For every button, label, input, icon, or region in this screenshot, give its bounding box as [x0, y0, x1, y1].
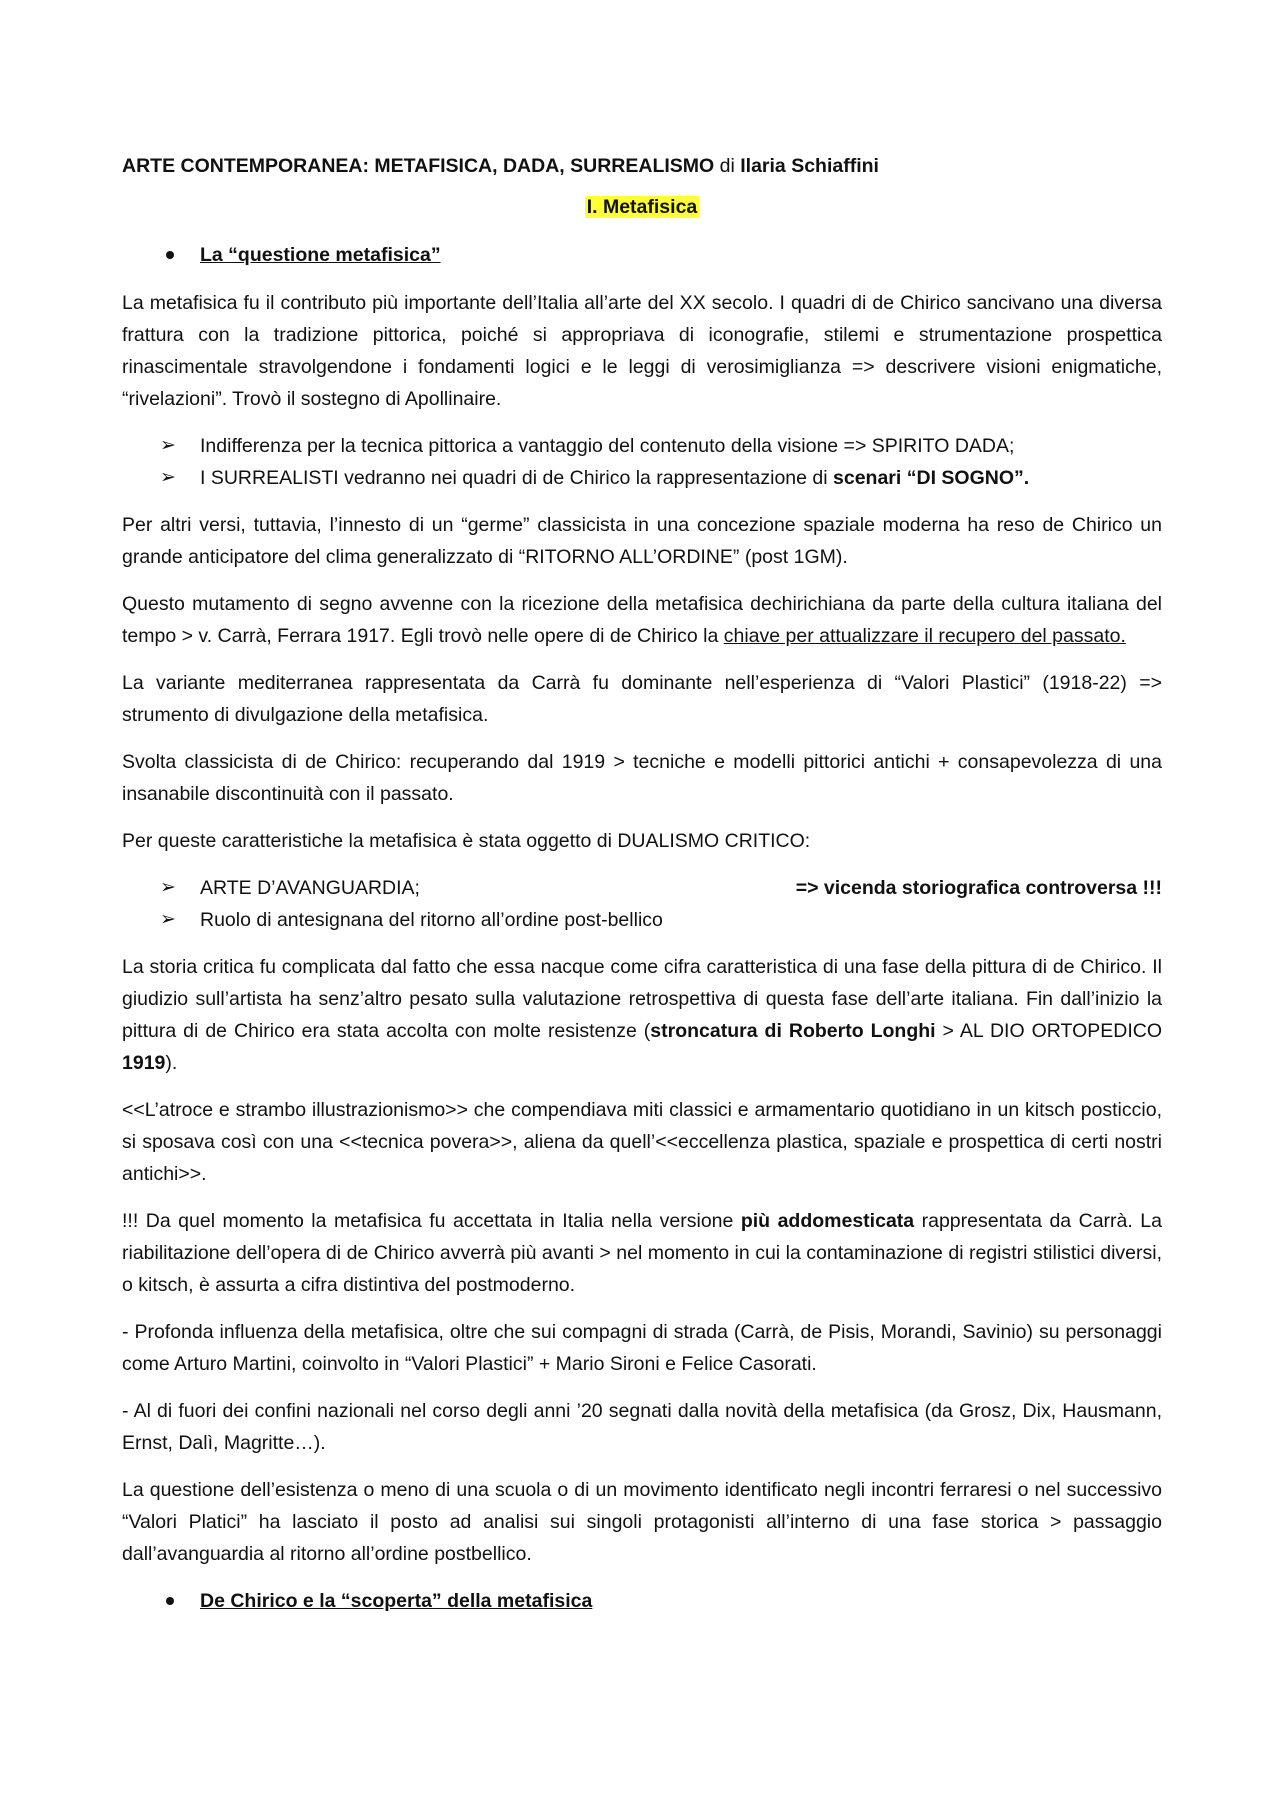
arrow-item-emphasis: scenari “DI SOGNO”. [833, 467, 1030, 489]
paragraph-1: La metafisica fu il contributo più importante dell’Italia all’arte del XX secolo. I quadri di de Chirico sancivano una diversa frattura con la tradizione pittorica, poiché si appropriava di iconografie, stilemi e strumentazione prospettica rinascimentale stravolgendone i fondamenti logici e le leggi di verosimiglianza => descrivere visioni enigmatiche, “rivelazioni”. Trovò il sostegno di Apollinaire. [122, 292, 1162, 410]
paragraph-3-underlined: chiave per attualizzare il recupero del passato. [723, 625, 1126, 647]
arrow-list-item [122, 904, 1162, 936]
paragraph-9-bold: più addomesticata [740, 1210, 915, 1232]
section-heading-highlight: I. Metafisica [586, 196, 698, 218]
arrow-item-text: Ruolo di antesignana del ritorno all’ordine post-bellico [200, 909, 663, 931]
paragraph-7-text: ). [165, 1052, 178, 1074]
subheading-questione-metafisica [122, 239, 1162, 271]
subheading-text: La “questione metafisica” [200, 244, 441, 266]
paragraph-9-text: rappresentata da Carrà. La riabilitazione dell’opera di de Chirico avverrà più avanti > nel momento in cui la contaminazione di registri stilistici diversi, o kitsch, è assurta a cifra distintiva del postmoderno. [122, 1210, 1162, 1296]
document-body [122, 150, 1162, 1633]
bullet-dot-icon [166, 251, 174, 259]
paragraph-6: Per queste caratteristiche la metafisica è stata oggetto di DUALISMO CRITICO: [122, 830, 811, 852]
paragraph-9-text: !!! Da quel momento la metafisica fu accettata in Italia nella versione [122, 1210, 741, 1232]
paragraph-7-text: > AL DIO ORTOPEDICO [935, 1020, 1162, 1042]
arrow-item-text: I SURREALISTI vedranno nei quadri di de Chirico la rappresentazione di [200, 467, 834, 489]
paragraph-2: Per altri versi, tuttavia, l’innesto di un “germe” classicista in una concezione spaziale moderna ha reso de Chirico un grande anticipatore del clima generalizzato di “RITORNO ALL’ORDINE” (post 1GM). [122, 514, 1162, 568]
paragraph-9 [122, 1205, 1162, 1301]
arrow-list-1 [122, 430, 1162, 494]
arrow-list-item [122, 430, 1162, 462]
arrow-bullet-icon: ➢ [160, 467, 176, 488]
paragraph-4: La variante mediterranea rappresentata da Carrà fu dominante nell’esperienza di “Valori Plastici” (1918-22) => strumento di divulgazione della metafisica. [122, 672, 1162, 726]
bullet-dot-icon [166, 1597, 174, 1605]
paragraph-7-bold: stroncatura di Roberto Longhi [650, 1020, 936, 1042]
arrow-bullet-icon: ➢ [160, 435, 176, 456]
paragraph-7-text: La storia critica fu complicata dal fatto che essa nacque come cifra caratteristica di una fase della pittura di de Chirico. Il giudizio sull’artista ha senz’altro pesato sulla valutazione retrospettiva di questa fase dell’arte italiana. Fin dall’inizio la pittura di de Chirico era stata accolta con molte resistenze ( [122, 956, 1162, 1042]
arrow-item-text: Indifferenza per la tecnica pittorica a vantaggio del contenuto della visione => SPIRITO DADA; [200, 435, 1015, 457]
title-main: ARTE CONTEMPORANEA: METAFISICA, DADA, SURREALISMO [122, 155, 715, 177]
arrow-bullet-icon: ➢ [160, 877, 176, 898]
paragraph-7 [122, 951, 1162, 1079]
title-by: di [719, 155, 735, 177]
paragraph-3-text: Questo mutamento di segno avvenne con la ricezione della metafisica dechirichiana da parte della cultura italiana del tempo > v. Carrà, Ferrara 1917. Egli trovò nelle opere di de Chirico la [122, 593, 1162, 647]
title-author: Ilaria Schiaffini [740, 155, 879, 177]
arrow-list-item [122, 462, 1162, 494]
paragraph-12: La questione dell’esistenza o meno di una scuola o di un movimento identificato negli incontri ferraresi o nel successivo “Valori Platici” ha lasciato il posto ad analisi sui singoli protagonisti all’interno di una fase storica > passaggio dall’avanguardia al ritorno all’ordine postbellico. [122, 1479, 1162, 1565]
paragraph-8: <<L’atroce e strambo illustrazionismo>> che compendiava miti classici e armamentario quotidiano in un kitsch posticcio, si sposava così con una <<tecnica povera>>, aliena da quell’<<eccellenza plastica, spaziale e prospettica di certi nostri antichi>>. [122, 1099, 1162, 1185]
paragraph-3 [122, 588, 1162, 652]
subheading-scoperta-metafisica [122, 1585, 1162, 1617]
paragraph-5: Svolta classicista di de Chirico: recuperando dal 1919 > tecniche e modelli pittorici antichi + consapevolezza di una insanabile discontinuità con il passato. [122, 751, 1162, 805]
paragraph-10: - Profonda influenza della metafisica, oltre che sui compagni di strada (Carrà, de Pisis, Morandi, Savinio) su personaggi come Arturo Martini, coinvolto in “Valori Plastici” + Mario Sironi e Felice Casorati. [122, 1321, 1162, 1375]
subheading-text: De Chirico e la “scoperta” della metafisica [200, 1590, 593, 1612]
paragraph-11: - Al di fuori dei confini nazionali nel corso degli anni ’20 segnati dalla novità della metafisica (da Grosz, Dix, Hausmann, Ernst, Dalì, Magritte…). [122, 1400, 1162, 1454]
arrow-item-text: ARTE D’AVANGUARDIA; [200, 877, 420, 899]
arrow-list-2 [122, 872, 1162, 936]
paragraph-7-bold-year: 1919 [122, 1052, 166, 1074]
document-title [122, 150, 1162, 182]
arrow-bullet-icon: ➢ [160, 909, 176, 930]
side-note: => vicenda storiografica controversa !!! [795, 877, 1162, 899]
section-heading [122, 191, 1162, 223]
